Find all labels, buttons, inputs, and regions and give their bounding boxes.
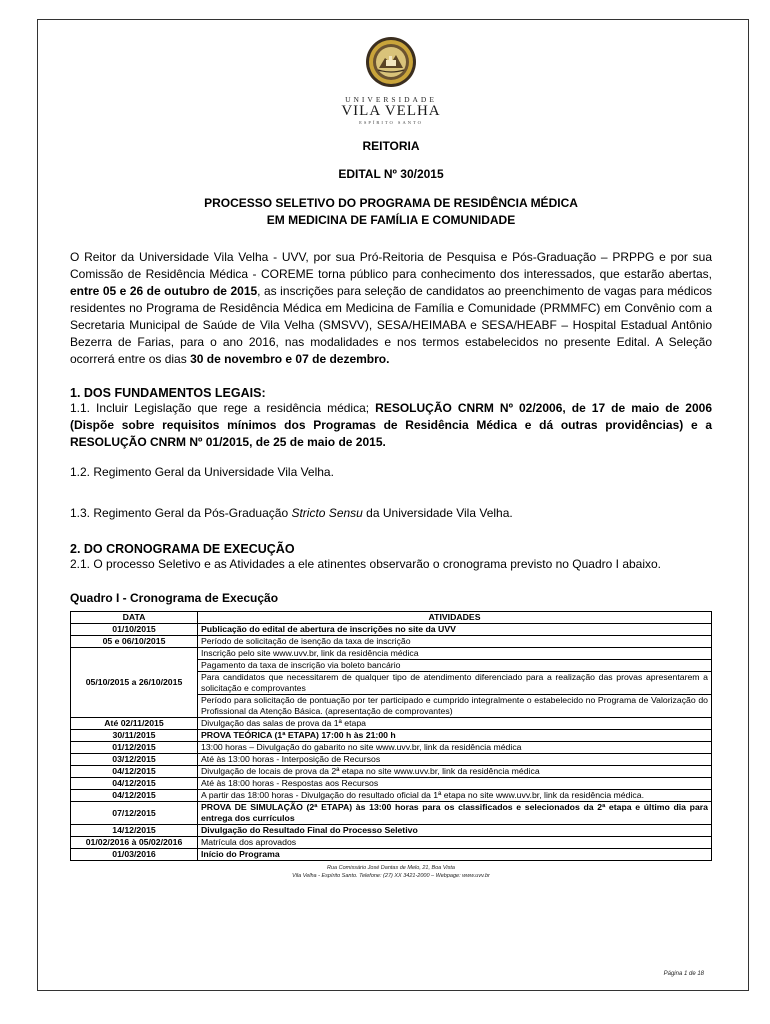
university-logo bbox=[70, 36, 712, 125]
logo-text-top: UNIVERSIDADE bbox=[345, 95, 437, 104]
page-footer bbox=[70, 864, 712, 880]
item-1-3-text-a: 1.3. Regimento Geral da Pós-Graduação bbox=[70, 506, 292, 520]
row-date: 14/12/2015 bbox=[71, 825, 198, 837]
table-row bbox=[71, 718, 712, 730]
item-1-1-bold: RESOLUÇÃO CNRM Nº 02/2006, de 17 de maio de 2006 (Dispõe sobre requisitos mínimos dos Programas de Residência Médica e dá outras providências) e a RESOLUÇÃO CNRM Nº 01/2015, de 25 de maio de 2015. bbox=[70, 401, 713, 449]
section-1-title: 1. DOS FUNDAMENTOS LEGAIS: bbox=[70, 386, 266, 400]
row-activity: Até às 18:00 horas - Respostas aos Recursos bbox=[198, 778, 712, 790]
footer-address: Rua Comissário José Dantas de Melo, 21, Boa Vista bbox=[327, 865, 455, 871]
row-date: 05 e 06/10/2015 bbox=[71, 636, 198, 648]
cronograma-table bbox=[70, 611, 712, 861]
row-date: 04/12/2015 bbox=[71, 790, 198, 802]
intro-bold-selection: 30 de novembro e 07 de dezembro. bbox=[190, 352, 390, 366]
row-activity: 13:00 horas – Divulgação do gabarito no site www.uvv.br, link da residência médica bbox=[198, 742, 712, 754]
processo-heading bbox=[70, 195, 712, 229]
section-2-title: 2. DO CRONOGRAMA DE EXECUÇÃO bbox=[70, 542, 295, 556]
university-seal-icon bbox=[365, 36, 417, 88]
row-activity: Até às 13:00 horas - Interposição de Recursos bbox=[198, 754, 712, 766]
row-activity: Matrícula dos aprovados bbox=[198, 837, 712, 849]
intro-text-2: , as inscrições para seleção de candidatos ao preenchimento de vagas para médicos residentes no Programa de Residência Médica em Medicina de Família e Comunidade (PRMMFC) em Convênio com a Secretaria Municipal de Saúde de Vila Velha (SMSVV), SESA/HEIMABA e SESA/HEABF – Hospital Estadual Antônio Bezerra de Farias, para o ano 2016, nas modalidades e nos termos estabelecidos no presente Edital. A Seleção ocorrerá entre os dias bbox=[70, 284, 712, 366]
processo-line-1: PROCESSO SELETIVO DO PROGRAMA DE RESIDÊNCIA MÉDICA bbox=[204, 196, 578, 210]
logo-text-bottom: ESPÍRITO SANTO bbox=[359, 120, 423, 125]
document-body bbox=[70, 36, 712, 880]
intro-bold-dates: entre 05 e 26 de outubro de 2015 bbox=[70, 284, 258, 298]
row-activity: Publicação do edital de abertura de inscrições no site da UVV bbox=[198, 624, 712, 636]
row-activity: Divulgação de locais de prova da 2ª etapa no site www.uvv.br, link da residência médica bbox=[198, 766, 712, 778]
intro-paragraph bbox=[70, 249, 712, 368]
row-activity: Início do Programa bbox=[198, 849, 712, 861]
row-activity: PROVA TEÓRICA (1ª ETAPA) 17:00 h às 21:00 h bbox=[198, 730, 712, 742]
table-row bbox=[71, 766, 712, 778]
col-header-atividades: ATIVIDADES bbox=[198, 612, 712, 624]
item-1-1 bbox=[70, 400, 712, 451]
table-row bbox=[71, 825, 712, 837]
row-activity: A partir das 18:00 horas - Divulgação do resultado oficial da 1ª etapa no site www.uvv.br, link da residência médica. bbox=[198, 790, 712, 802]
row-date: 07/12/2015 bbox=[71, 802, 198, 825]
row-activity: Para candidatos que necessitarem de qualquer tipo de atendimento diferenciado para a realização das provas apresentarem a solicitação e comprovantes bbox=[198, 672, 712, 695]
row-activity: Período de solicitação de isenção da taxa de inscrição bbox=[198, 636, 712, 648]
row-activity: Período para solicitação de pontuação por ter participado e cumprido integralmente o estabelecido no Programa de Valorização do Profissional da Atenção Básica. (apresentação de comprovantes) bbox=[198, 695, 712, 718]
processo-line-2: EM MEDICINA DE FAMÍLIA E COMUNIDADE bbox=[266, 213, 516, 227]
row-activity: Inscrição pelo site www.uvv.br, link da residência médica bbox=[198, 648, 712, 660]
row-date: 01/03/2016 bbox=[71, 849, 198, 861]
logo-text-main: VILA VELHA bbox=[341, 103, 441, 119]
table-row bbox=[71, 790, 712, 802]
footer-contact: Vila Velha - Espírito Santo. Telefone: (27) XX 3421-2000 – Webpage: www.uvv.br bbox=[292, 873, 490, 879]
row-date: 03/12/2015 bbox=[71, 754, 198, 766]
table-row bbox=[71, 742, 712, 754]
row-date: 30/11/2015 bbox=[71, 730, 198, 742]
col-header-data: DATA bbox=[71, 612, 198, 624]
intro-text-1: O Reitor da Universidade Vila Velha - UVV, por sua Pró-Reitoria de Pesquisa e Pós-Graduação – PRPPG e por sua Comissão de Residência Médica - COREME torna público para conhecimento dos interessados, que estarão abertas, bbox=[70, 250, 712, 281]
row-date: Até 02/11/2015 bbox=[71, 718, 198, 730]
item-1-3-text-b: da Universidade Vila Velha. bbox=[362, 506, 513, 520]
row-activity: Divulgação do Resultado Final do Processo Seletivo bbox=[198, 825, 712, 837]
row-date: 01/12/2015 bbox=[71, 742, 198, 754]
page-number: Página 1 de 18 bbox=[663, 971, 704, 977]
item-1-1-text: 1.1. Incluir Legislação que rege a residência médica; bbox=[70, 401, 376, 415]
row-activity: Pagamento da taxa de inscrição via boleto bancário bbox=[198, 660, 712, 672]
item-1-3-italic: Stricto Sensu bbox=[291, 506, 363, 520]
item-1-2: 1.2. Regimento Geral da Universidade Vila Velha. bbox=[70, 465, 334, 479]
table-row bbox=[71, 624, 712, 636]
reitoria-heading: REITORIA bbox=[362, 139, 420, 153]
table-row bbox=[71, 778, 712, 790]
quadro-title: Quadro I - Cronograma de Execução bbox=[70, 591, 279, 605]
table-row bbox=[71, 754, 712, 766]
edital-heading: EDITAL Nº 30/2015 bbox=[338, 167, 444, 181]
table-header-row bbox=[71, 612, 712, 624]
row-activity: PROVA DE SIMULAÇÃO (2ª ETAPA) às 13:00 horas para os classificados e selecionados da 2ª etapa e último dia para entrega dos currículos bbox=[198, 802, 712, 825]
table-row bbox=[71, 730, 712, 742]
table-row bbox=[71, 849, 712, 861]
row-date: 01/10/2015 bbox=[71, 624, 198, 636]
table-row bbox=[71, 648, 712, 660]
row-date: 01/02/2016 à 05/02/2016 bbox=[71, 837, 198, 849]
row-date: 04/12/2015 bbox=[71, 778, 198, 790]
row-activity: Divulgação das salas de prova da 1ª etapa bbox=[198, 718, 712, 730]
item-2-1: 2.1. O processo Seletivo e as Atividades a ele atinentes observarão o cronograma previsto no Quadro I abaixo. bbox=[70, 557, 662, 571]
row-date: 04/12/2015 bbox=[71, 766, 198, 778]
item-1-3 bbox=[70, 505, 712, 522]
table-row bbox=[71, 636, 712, 648]
table-row bbox=[71, 802, 712, 825]
row-date: 05/10/2015 a 26/10/2015 bbox=[71, 648, 198, 718]
table-row bbox=[71, 837, 712, 849]
